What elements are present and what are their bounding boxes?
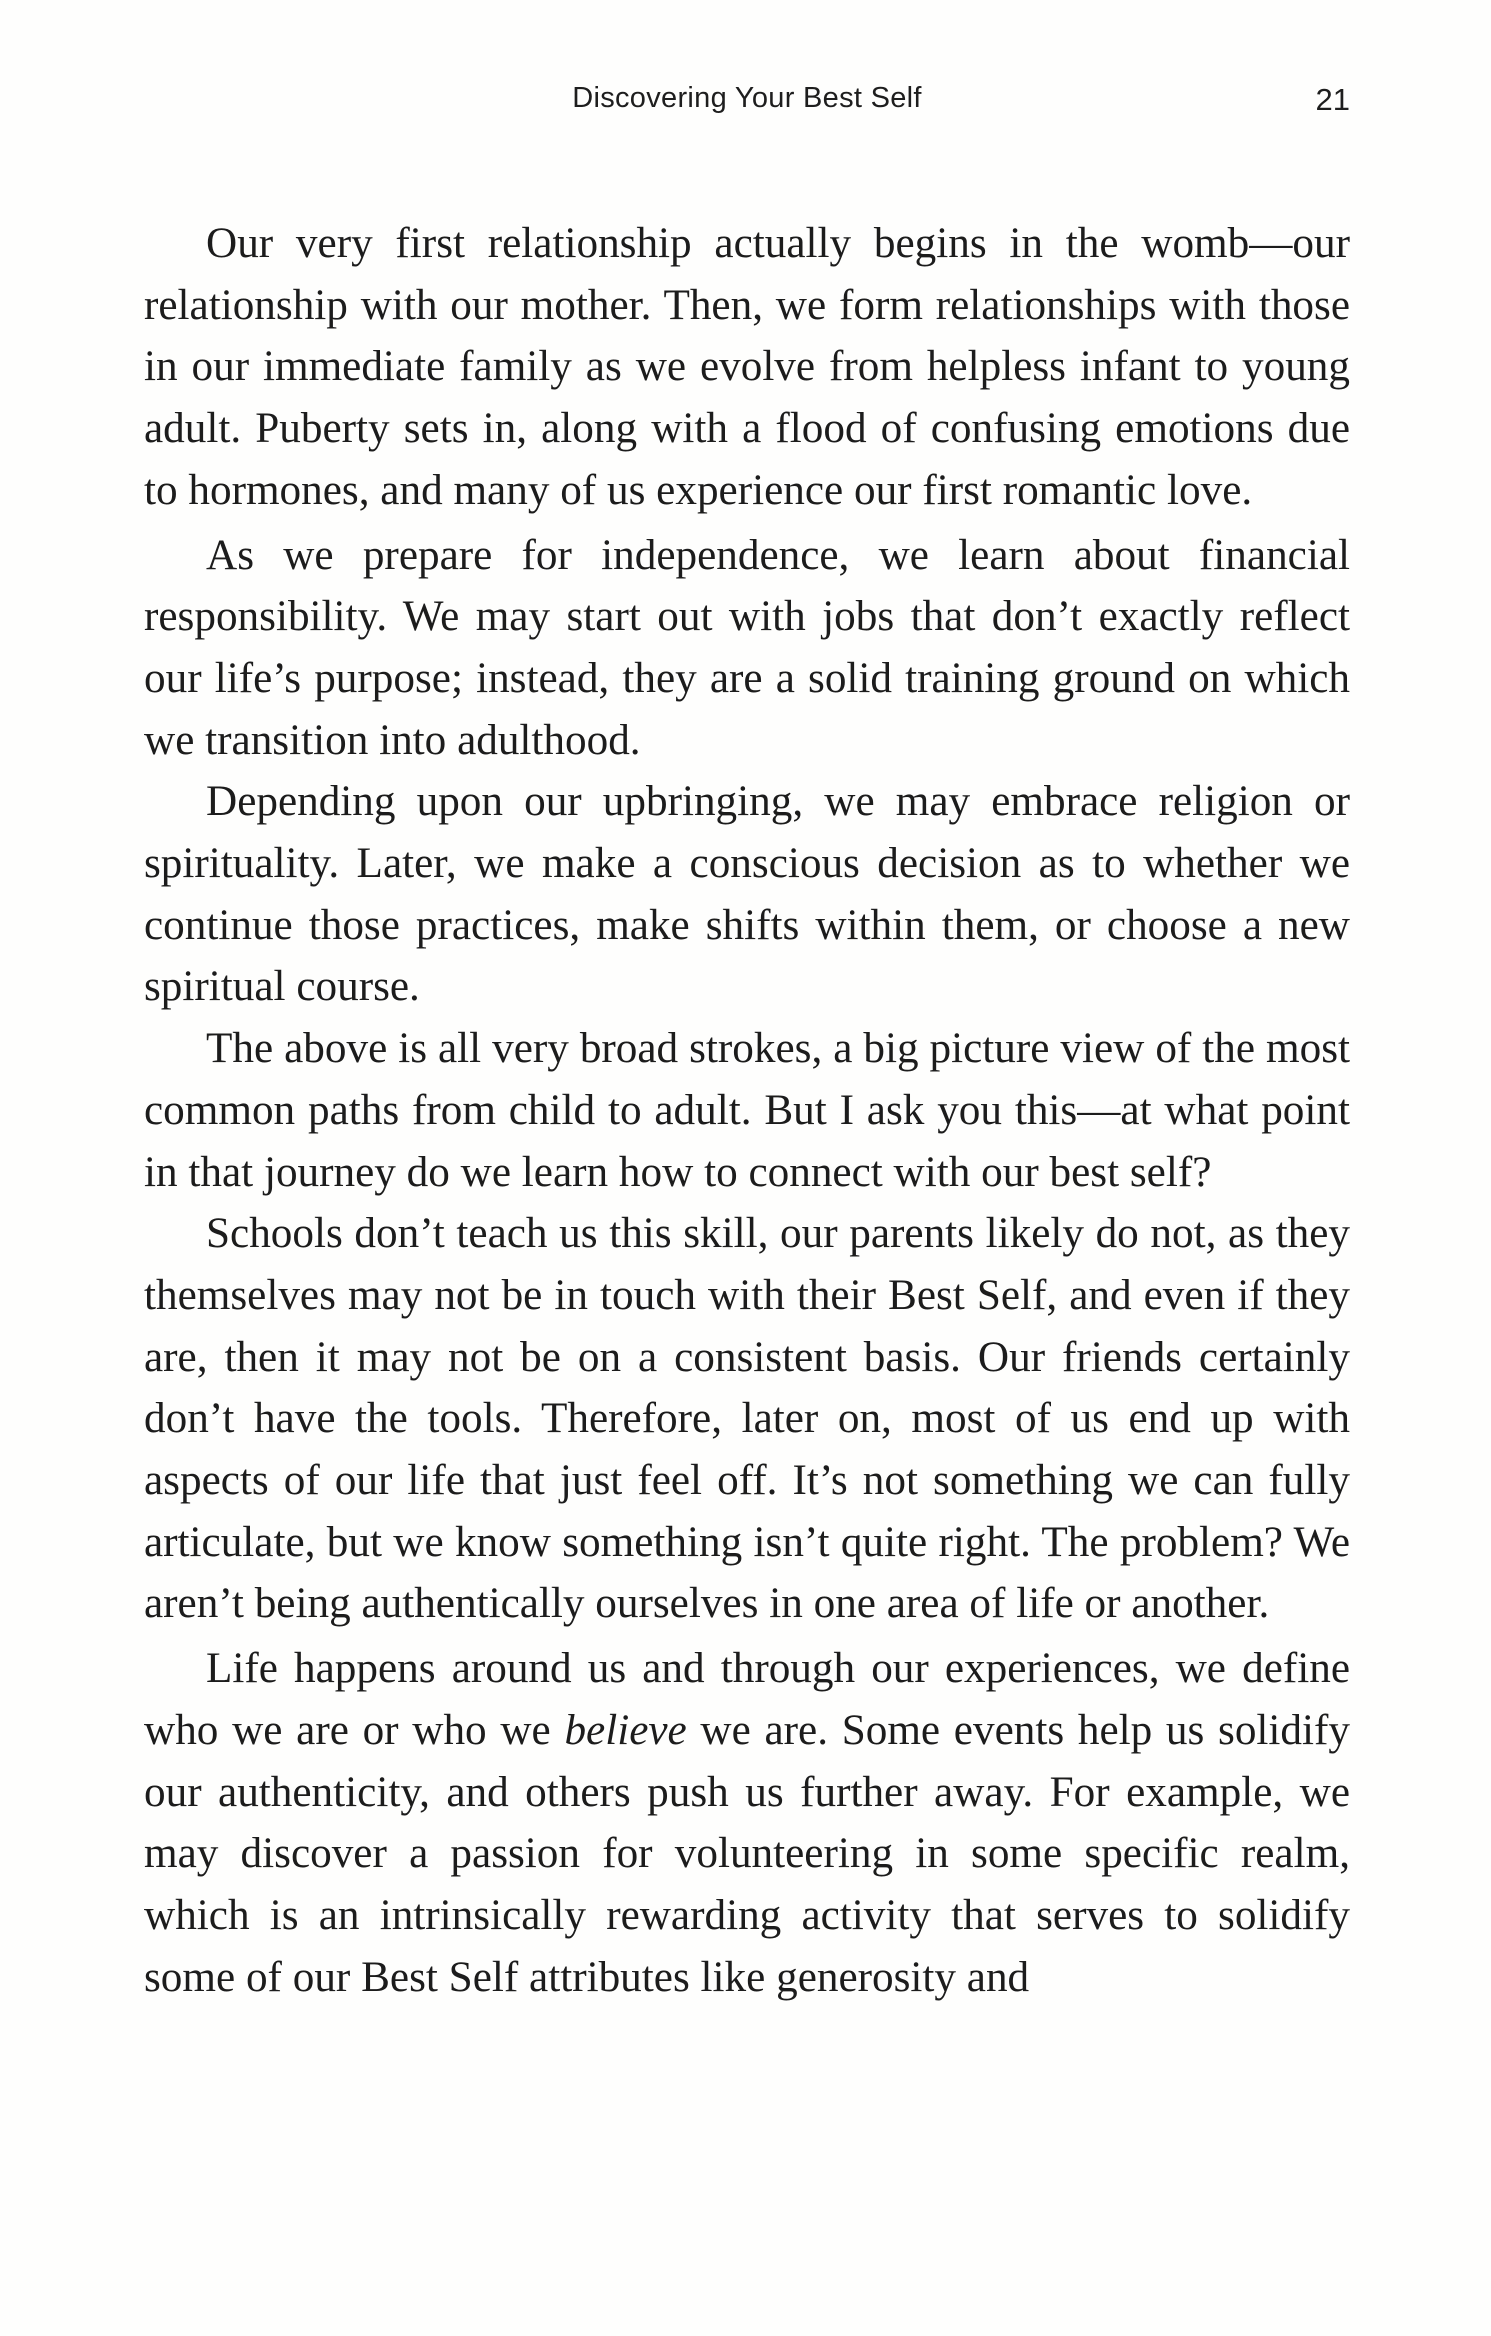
paragraph-2: As we prepare for independence, we learn about financial responsibility. We may start out with jobs that don’t exactly reflect our life’s purpose; instead, they are a solid training ground on which we transition into adulthood. [144,531,1350,764]
paragraph-4: The above is all very broad strokes, a big picture view of the most common paths from child to adult. But I ask you this—at what point in that journey do we learn how to connect with our best self? [144,1025,1350,1196]
running-head-title: Discovering Your Best Self [572,82,922,114]
paragraph-1: Our very first relationship actually begins in the womb—our relationship with our mother. Then, we form relationships with those in our immediate family as we evolve from helpless infant to young adult. Puberty sets in, along with a flood of confusing emotions due to hormones, and many of us experience our first romantic love. [144,220,1350,514]
page-number: 21 [1315,82,1350,117]
emphasized-word: believe [564,1706,687,1754]
paragraph-3: Depending upon our upbringing, we may embrace religion or spirituality. Later, we make a conscious decision as to whether we continue those practices, make shifts within them, or choose a new spiritual course. [144,778,1350,1011]
paragraph-6-end: we are. Some events help us solidify our authenticity, and others push us further away. For example, we may discover a passion for volunteering in some specific realm, which is an intrinsically rewarding activity that serves to solidify some of our Best Self attributes like generosity and [144,1706,1350,2001]
paragraph-6 [144,1638,1350,2008]
paragraph-6-start: Life happens around us and through our experiences, we define who we are or who we [144,1645,1350,1754]
body-text [144,213,1350,2008]
running-head [144,82,1350,126]
paragraph-5: Schools don’t teach us this skill, our parents likely do not, as they themselves may not be in touch with their Best Self, and even if they are, then it may not be on a consistent basis. Our friends certainly don’t have the tools. Therefore, later on, most of us end up with aspects of our life that just feel off. It’s not something we can fully articulate, but we know something isn’t quite right. The problem? We aren’t being authentically ourselves in one area of life or another. [144,1210,1350,1628]
